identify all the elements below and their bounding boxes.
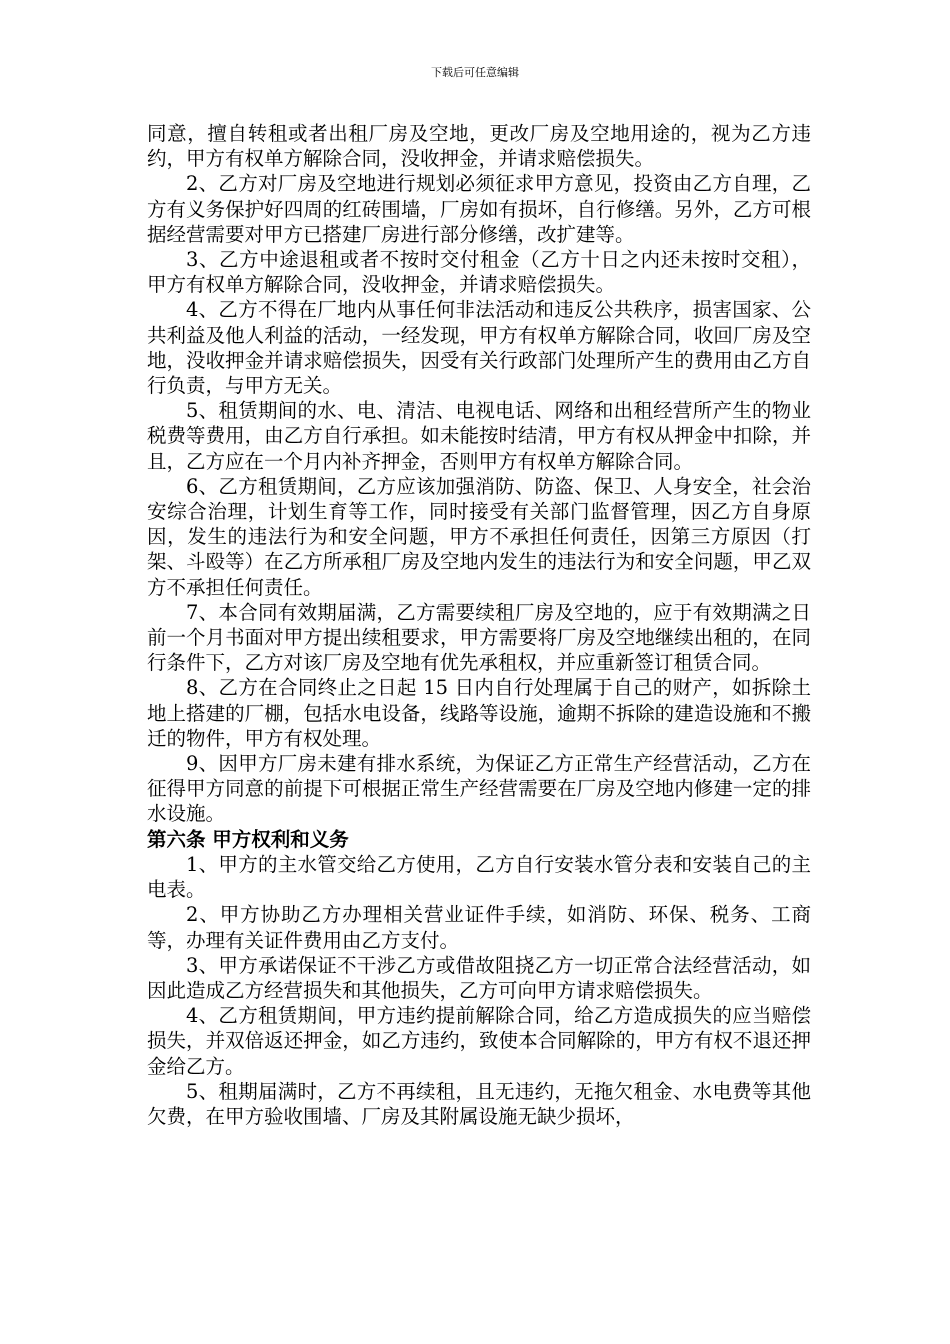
clause-2: 2、乙方对厂房及空地进行规划必须征求甲方意见，投资由乙方自理，乙方有义务保护好四周的红砖围墙，厂房如有损坏，自行修缮。另外，乙方可根据经营需要对甲方已搭建厂房进行部分修缮，改扩建等。 bbox=[147, 172, 811, 246]
article6-clause-3: 3、甲方承诺保证不干涉乙方或借故阻挠乙方一切正常合法经营活动，如因此造成乙方经营损失和其他损失，乙方可向甲方请求赔偿损失。 bbox=[147, 953, 811, 1002]
article6-clause-2: 2、甲方协助乙方办理相关营业证件手续，如消防、环保、税务、工商等，办理有关证件费用由乙方支付。 bbox=[147, 903, 811, 952]
clause-8: 8、乙方在合同终止之日起 15 日内自行处理属于自己的财产，如拆除土地上搭建的厂棚，包括水电设备，线路等设施，逾期不拆除的建造设施和不搬迁的物件，甲方有权处理。 bbox=[147, 676, 811, 750]
clause-5: 5、租赁期间的水、电、清洁、电视电话、网络和出租经营所产生的物业税费等费用，由乙方自行承担。如未能按时结清，甲方有权从押金中扣除，并且，乙方应在一个月内补齐押金，否则甲方有权单方解除合同。 bbox=[147, 399, 811, 473]
article6-clause-1: 1、甲方的主水管交给乙方使用，乙方自行安装水管分表和安装自己的主电表。 bbox=[147, 852, 811, 902]
article6-clause-4: 4、乙方租赁期间，甲方违约提前解除合同，给乙方造成损失的应当赔偿损失，并双倍返还押金，如乙方违约，致使本合同解除的，甲方有权不退还押金给乙方。 bbox=[147, 1004, 811, 1078]
clause-4: 4、乙方不得在厂地内从事任何非法活动和违反公共秩序，损害国家、公共利益及他人利益的活动，一经发现，甲方有权单方解除合同，收回厂房及空地，没收押金并请求赔偿损失，因受有关行政部门处理所产生的费用由乙方自行负责，与甲方无关。 bbox=[147, 298, 811, 398]
page-header: 下载后可任意编辑 bbox=[431, 66, 519, 79]
clause-7: 7、本合同有效期届满，乙方需要续租厂房及空地的，应于有效期满之日前一个月书面对甲方提出续租要求，甲方需要将厂房及空地继续出租的，在同行条件下，乙方对该厂房及空地有优先承租权，并应重新签订租赁合同。 bbox=[147, 600, 811, 675]
document-body bbox=[147, 121, 811, 1129]
clause-6: 6、乙方租赁期间，乙方应该加强消防、防盗、保卫、人身安全，社会治安综合治理，计划生育等工作，同时接受有关部门监督管理，因乙方自身原因，发生的违法行为和安全问题，甲方不承担任何责任，因第三方原因（打架、斗殴等）在乙方所承租厂房及空地内发生的违法行为和安全问题，甲乙双方不承担任何责任。 bbox=[147, 474, 811, 599]
clause-9: 9、因甲方厂房未建有排水系统，为保证乙方正常生产经营活动，乙方在征得甲方同意的前提下可根据正常生产经营需要在厂房及空地内修建一定的排水设施。 bbox=[147, 752, 811, 826]
continued-paragraph: 同意，擅自转租或者出租厂房及空地，更改厂房及空地用途的，视为乙方违约，甲方有权单方解除合同，没收押金，并请求赔偿损失。 bbox=[147, 122, 811, 171]
clause-3: 3、乙方中途退租或者不按时交付租金（乙方十日之内还未按时交租），甲方有权单方解除合同，没收押金，并请求赔偿损失。 bbox=[147, 248, 811, 297]
article6-clause-5: 5、租期届满时，乙方不再续租，且无违约，无拖欠租金、水电费等其他欠费，在甲方验收围墙、厂房及其附属设施无缺少损坏， bbox=[147, 1079, 811, 1128]
section-heading-article-6: 第六条 甲方权利和义务 bbox=[147, 827, 349, 851]
